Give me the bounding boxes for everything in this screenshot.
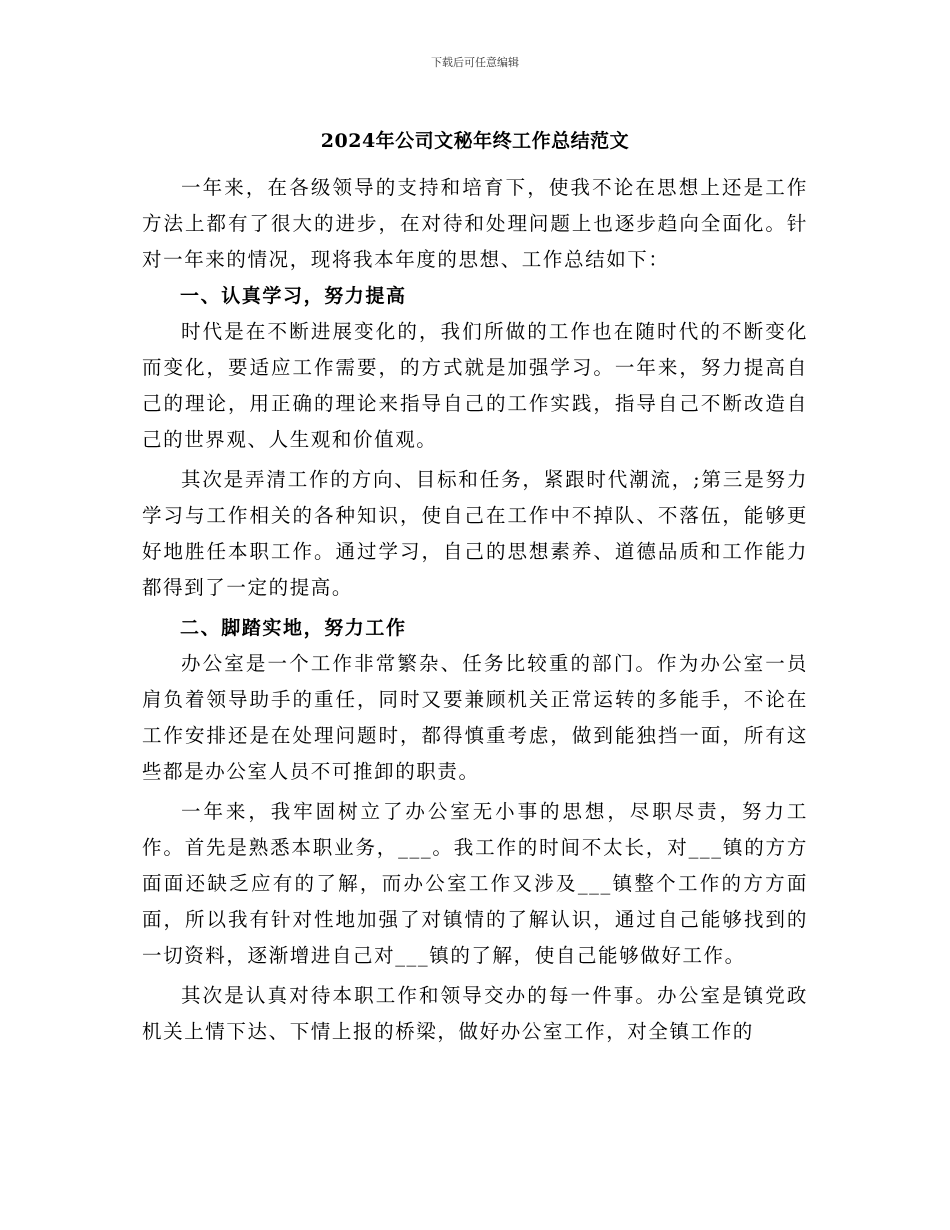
paragraph-intro: 一年来，在各级领导的支持和培育下，使我不论在思想上还是工作方法上都有了很大的进步，在对待和处理问题上也逐步趋向全面化。针对一年来的情况，现将我本年度的思想、工作总结如下：	[142, 176, 808, 271]
section-heading-2: 二、脚踏实地，努力工作	[180, 617, 407, 639]
paragraph: 办公室是一个工作非常繁杂、任务比较重的部门。作为办公室一员肩负着领导助手的重任，同时又要兼顾机关正常运转的多能手，不论在工作安排还是在处理问题时，都得慎重考虑，做到能独挡一面，所有这些都是办公室人员不可推卸的职责。	[142, 652, 808, 783]
document-body	[142, 170, 808, 1050]
paragraph: 时代是在不断进展变化的，我们所做的工作也在随时代的不断变化而变化，要适应工作需要，的方式就是加强学习。一年来，努力提高自己的理论，用正确的理论来指导自己的工作实践，指导自己不断改造自己的世界观、人生观和价值观。	[142, 320, 808, 451]
paragraph: 一年来，我牢固树立了办公室无小事的思想，尽职尽责，努力工作。首先是熟悉本职业务，___。我工作的时间不太长，对___镇的方方面面还缺乏应有的了解，而办公室工作又涉及___镇整个工作的方方面面，所以我有针对性地加强了对镇情的了解认识，通过自己能够找到的一切资料，逐渐增进自己对___镇的了解，使自己能够做好工作。	[142, 800, 808, 967]
paragraph: 其次是认真对待本职工作和领导交办的每一件事。办公室是镇党政机关上情下达、下情上报的桥梁，做好办公室工作，对全镇工作的	[142, 984, 808, 1043]
paragraph: 其次是弄清工作的方向、目标和任务，紧跟时代潮流，;第三是努力学习与工作相关的各种知识，使自己在工作中不掉队、不落伍，能够更好地胜任本职工作。通过学习，自己的思想素养、道德品质和工作能力都得到了一定的提高。	[142, 468, 808, 599]
document-title: 2024年公司文秘年终工作总结范文	[320, 130, 630, 152]
section-heading-1: 一、认真学习，努力提高	[180, 285, 407, 307]
header-note: 下载后可任意编辑	[431, 56, 519, 69]
